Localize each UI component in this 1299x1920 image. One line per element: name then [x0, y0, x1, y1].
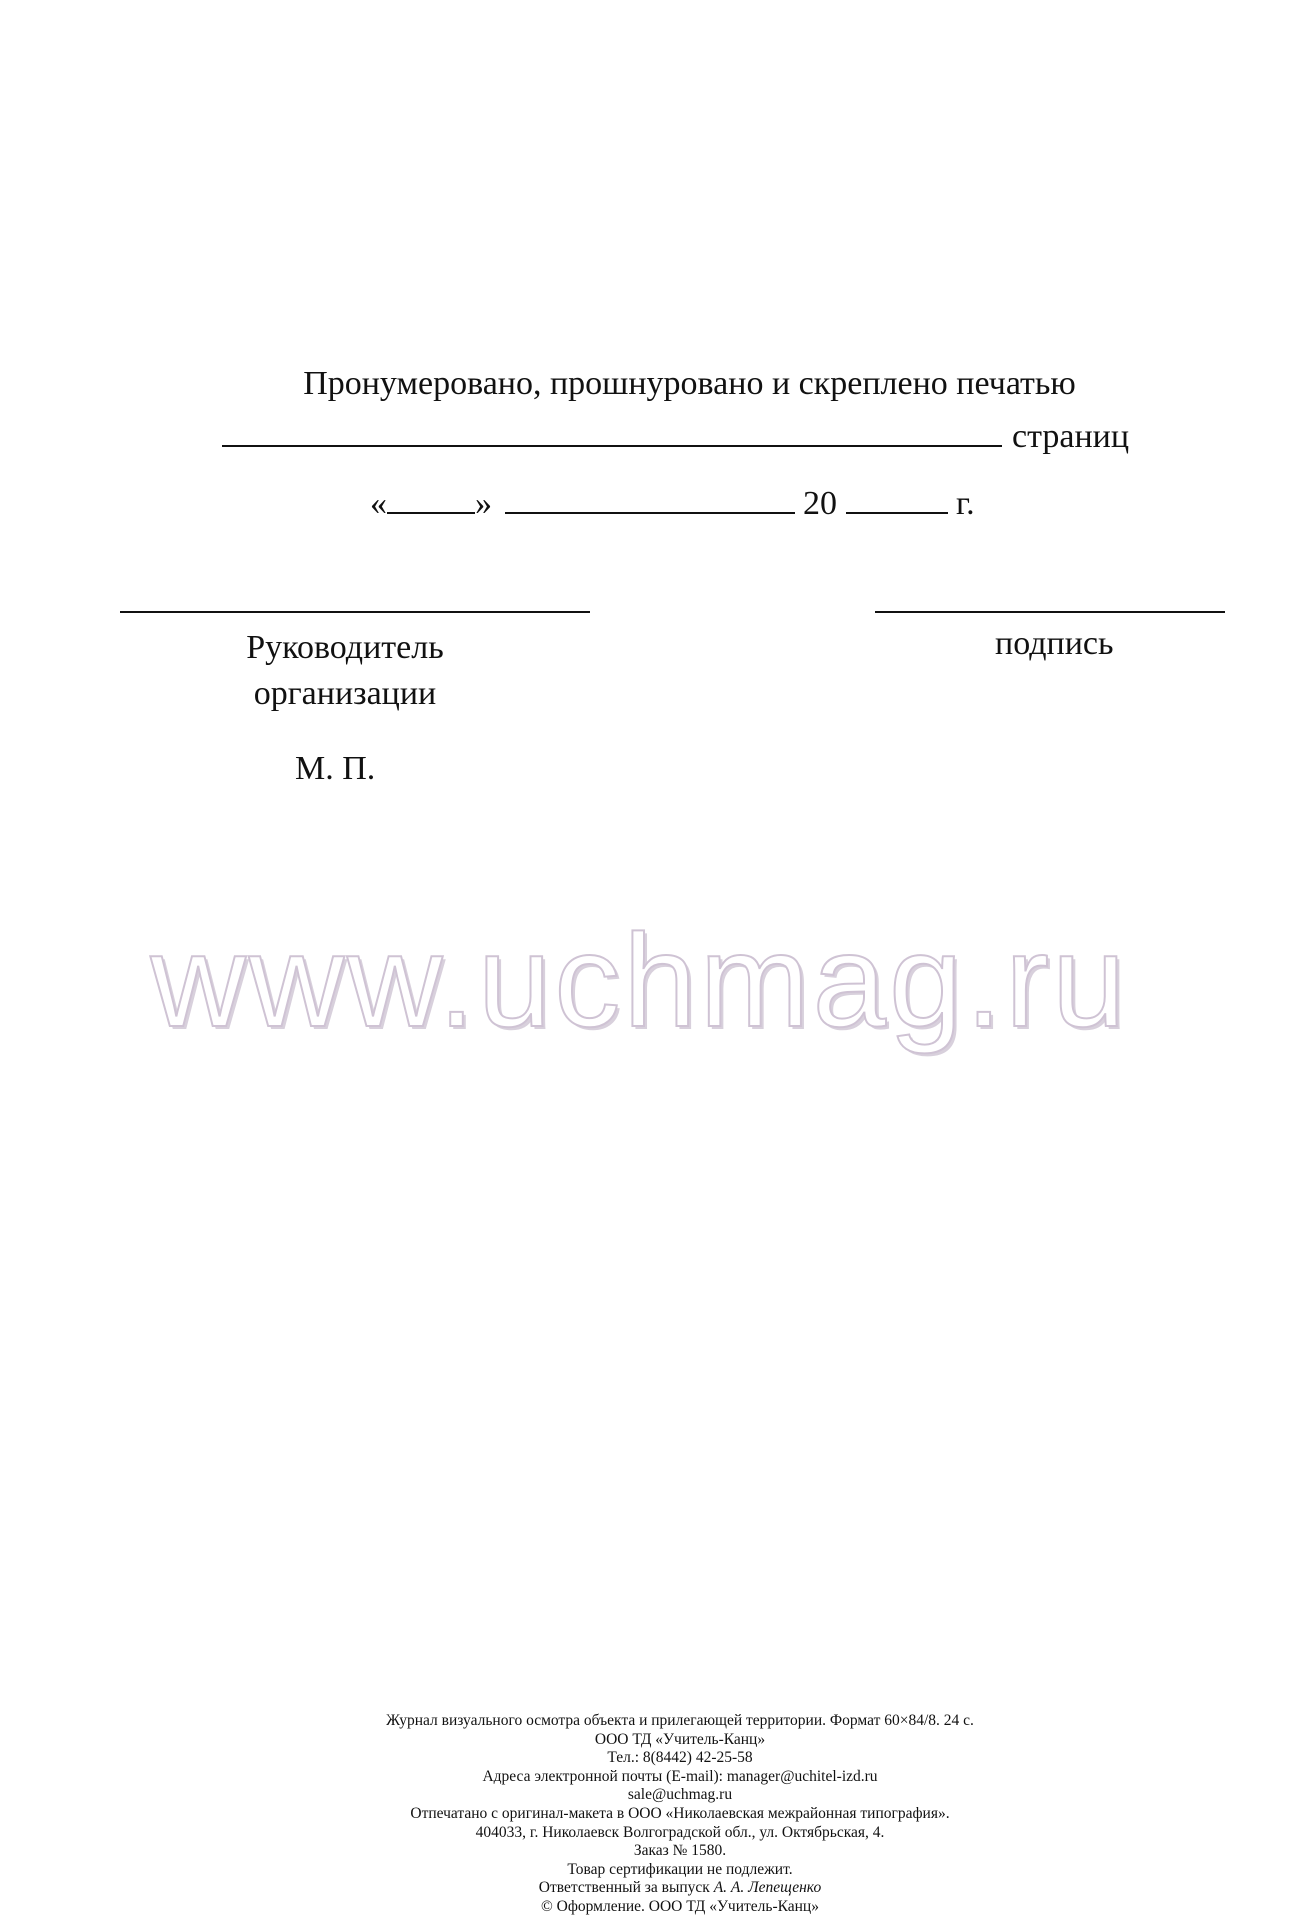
imprint-line: sale@uchmag.ru [627, 1786, 733, 1804]
page-count-blank [222, 415, 1002, 447]
day-open-quote: « [370, 485, 387, 522]
month-blank [505, 482, 795, 514]
signature-caption: подпись [995, 625, 1114, 662]
imprint-line: Адреса электронной почты (E-mail): manager@uchitel-izd.ru [482, 1767, 878, 1785]
imprint-line: © Оформление. ООО ТД «Учитель-Канц» [541, 1897, 819, 1915]
day-close-quote: » [475, 485, 492, 522]
imprint-block [0, 1712, 1299, 1917]
imprint-line: ООО ТД «Учитель-Канц» [594, 1730, 766, 1748]
head-caption: Руководитель организации [246, 629, 444, 712]
imprint-line: Тел.: 8(8442) 42-25-58 [607, 1749, 753, 1767]
responsible-label: Ответственный за выпуск [538, 1879, 710, 1897]
stamp-place: М. П. [295, 750, 376, 787]
imprint-line [0, 1879, 1299, 1898]
year-blank [846, 482, 948, 514]
date-line [370, 482, 975, 523]
pages-word: страниц [1012, 418, 1130, 455]
responsible-name: А. А. Лепещенко [713, 1879, 822, 1897]
imprint-line: 404033, г. Николаевск Волгоградской обл., ул. Октябрьская, 4. [475, 1823, 885, 1841]
year-prefix: 20 [803, 485, 837, 522]
certification-heading: Пронумеровано, прошнуровано и скреплено печатью [303, 365, 1076, 402]
imprint-line: Товар сертификации не подлежит. [567, 1860, 793, 1878]
imprint-line: Отпечатано с оригинал-макета в ООО «Николаевская межрайонная типография». [410, 1804, 950, 1822]
watermark: www.uchmag.ru [150, 907, 1129, 1054]
imprint-line: Журнал визуального осмотра объекта и прилегающей территории. Формат 60×84/8. 24 с. [386, 1712, 974, 1729]
head-signature-line [120, 580, 590, 613]
year-suffix: г. [956, 485, 975, 522]
day-blank [387, 482, 475, 514]
page-count-line [222, 415, 1129, 456]
imprint-line: Заказ № 1580. [633, 1842, 727, 1860]
signature-line [875, 580, 1225, 613]
